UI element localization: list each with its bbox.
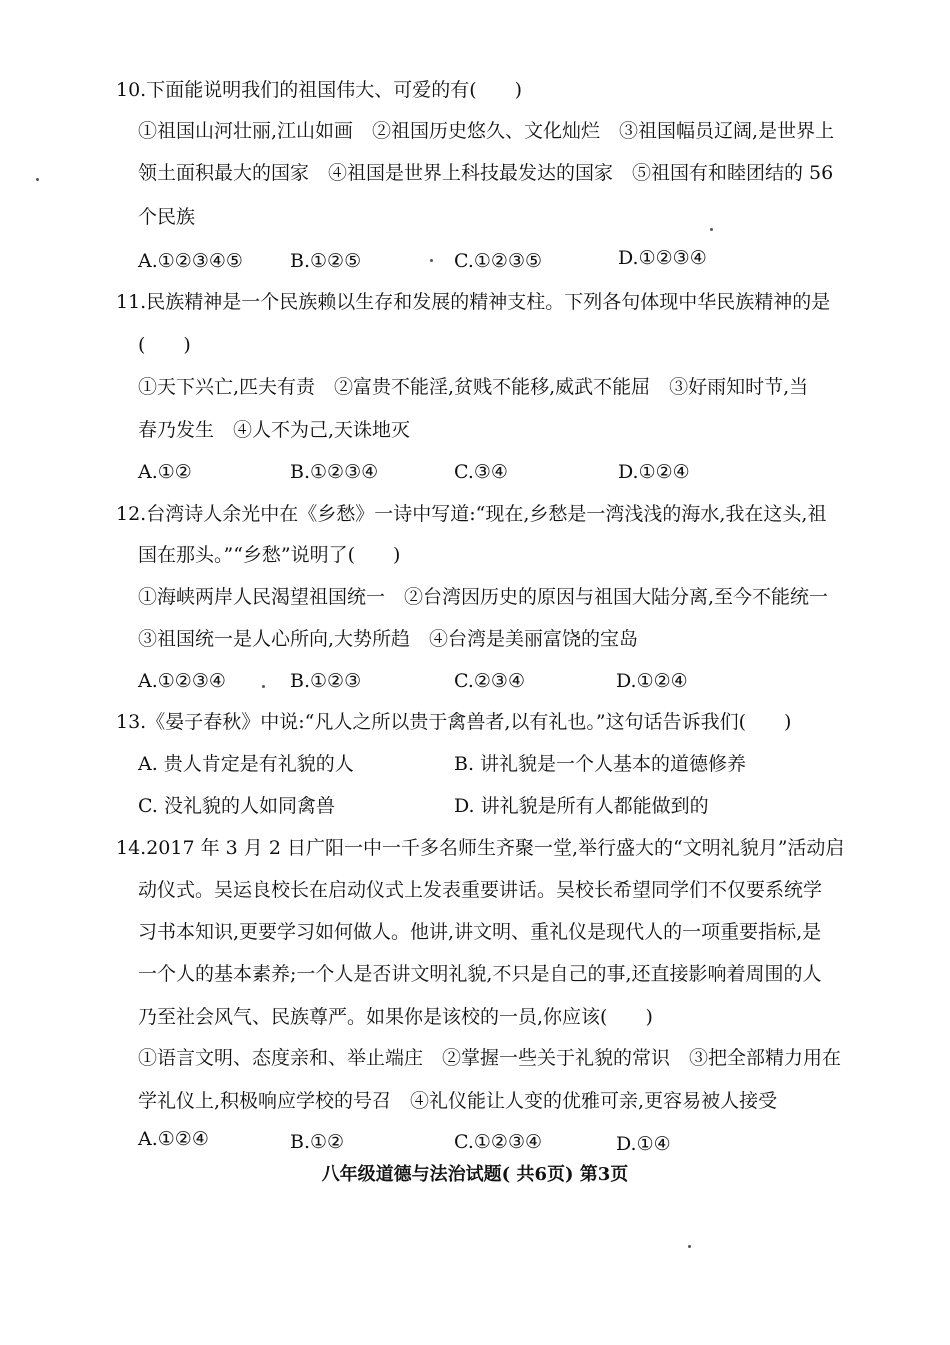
scan-speck [262,685,265,688]
scan-speck [36,178,39,181]
q11-option-d: D.①②④ [618,461,690,483]
q11-statement-line: 春乃发生 ④人不为己,天诛地灭 [138,419,411,441]
q14-statement-line: ①语言文明、态度亲和、举止端庄 ②掌握一些关于礼貌的常识 ③把全部精力用在 [138,1047,842,1069]
q14-option-c: C.①②③④ [454,1131,543,1153]
q14-stem-line: 一个人的基本素养;一个人是否讲文明礼貌,不只是自己的事,还直接影响着周围的人 [138,963,822,985]
q12-stem-continued: 国在那头。”“乡愁”说明了( ) [138,544,401,566]
q13-option-b: B. 讲礼貌是一个人基本的道德修养 [454,753,747,775]
q10-stem: 10.下面能说明我们的祖国伟大、可爱的有( ) [116,79,523,101]
q12-option-a: A.①②③④ [138,670,226,692]
scan-speck [710,228,713,231]
q12-statement-line: ①海峡两岸人民渴望祖国统一 ②台湾因历史的原因与祖国大陆分离,至今不能统一 [138,586,829,608]
q13-option-d: D. 讲礼貌是所有人都能做到的 [454,795,709,817]
q12-option-b: B.①②③ [290,670,362,692]
q10-option-a: A.①②③④⑤ [138,250,243,272]
page-footer: 八年级道德与法治试题( 共6页) 第3页 [321,1164,629,1185]
q11-option-b: B.①②③④ [290,461,379,483]
q10-option-c: C.①②③⑤ [454,250,543,272]
q10-statement-line: 领土面积最大的国家 ④祖国是世界上科技最发达的国家 ⑤祖国有和睦团结的 56 [138,162,834,184]
q13-stem: 13.《晏子春秋》中说:“凡人之所以贵于禽兽者,以有礼也。”这句话告诉我们( ) [116,711,792,733]
q14-option-b: B.①② [290,1131,345,1153]
q14-statement-line: 学礼仪上,积极响应学校的号召 ④礼仪能让人变的优雅可亲,更容易被人接受 [138,1090,778,1112]
q14-stem-line: 14.2017 年 3 月 2 日广阳一中一千多名师生齐聚一堂,举行盛大的“文明礼貌月”活动启 [116,837,845,859]
q11-statement-line: ①天下兴亡,匹夫有责 ②富贵不能淫,贫贱不能移,威武不能屈 ③好雨知时节,当 [138,376,809,398]
q14-option-d: D.①④ [616,1133,671,1155]
q10-option-d: D.①②③④ [618,247,707,269]
scan-speck [688,1245,691,1248]
q13-option-c: C. 没礼貌的人如同禽兽 [138,795,335,817]
q12-option-d: D.①②④ [616,670,688,692]
q14-stem-line: 习书本知识,更要学习如何做人。他讲,讲文明、重礼仪是现代人的一项重要指标,是 [138,921,822,943]
q11-option-a: A.①② [138,461,192,483]
scan-speck [430,259,433,262]
q10-option-b: B.①②⑤ [290,250,362,272]
q10-statement-line: 个民族 [138,206,196,228]
q13-option-a: A. 贵人肯定是有礼貌的人 [138,753,354,775]
q12-statement-line: ③祖国统一是人心所向,大势所趋 ④台湾是美丽富饶的宝岛 [138,628,639,650]
q12-stem: 12.台湾诗人余光中在《乡愁》一诗中写道:“现在,乡愁是一湾浅浅的海水,我在这头,祖 [116,503,827,525]
q14-stem-line: 乃至社会风气、民族尊严。如果你是该校的一员,你应该( ) [138,1006,653,1028]
q10-statement-line: ①祖国山河壮丽,江山如画 ②祖国历史悠久、文化灿烂 ③祖国幅员辽阔,是世界上 [138,120,835,142]
q11-stem: 11.民族精神是一个民族赖以生存和发展的精神支柱。下列各句体现中华民族精神的是 [116,291,831,313]
q11-stem-continued: ( ) [138,334,191,356]
q11-option-c: C.③④ [454,461,508,483]
q12-option-c: C.②③④ [454,670,525,692]
q14-option-a: A.①②④ [138,1128,209,1150]
q14-stem-line: 动仪式。吴运良校长在启动仪式上发表重要讲话。吴校长希望同学们不仅要系统学 [138,879,823,901]
